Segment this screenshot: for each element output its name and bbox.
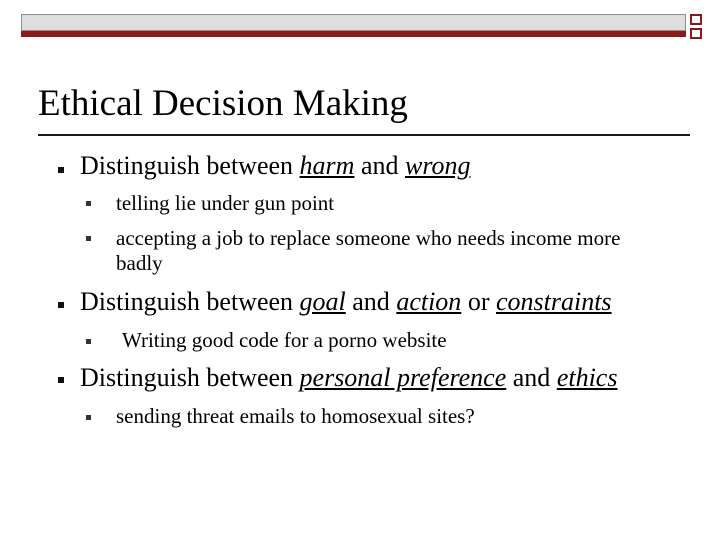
slide-title: Ethical Decision Making xyxy=(38,83,408,124)
sub-bullet-2-1: Writing good code for a porno website xyxy=(122,328,447,352)
sub-bullet-1-1: telling lie under gun point xyxy=(116,191,335,215)
bullet-2-prefix: Distinguish between xyxy=(80,287,300,316)
bullet-1-term-harm: harm xyxy=(299,151,355,180)
bullet-3-prefix: Distinguish between xyxy=(80,363,300,392)
bullet-3-joiner: and xyxy=(506,363,557,392)
sub-bullet-marker-3-1 xyxy=(86,415,91,420)
bullet-1-joiner: and xyxy=(354,151,405,180)
sub-bullet-marker-2-1 xyxy=(86,339,91,344)
bullet-marker-3 xyxy=(58,377,64,383)
header-bar-dark xyxy=(21,31,686,37)
sub-bullet-3-1: sending threat emails to homosexual sites? xyxy=(116,404,475,428)
header-bar xyxy=(21,14,686,38)
bullet-3 xyxy=(80,363,617,393)
sub-bullet-1-2: accepting a job to replace someone who needs income more badly xyxy=(116,226,621,275)
sub-bullet-marker-1-1 xyxy=(86,201,91,206)
corner-square-top xyxy=(690,14,702,25)
sub-bullet-marker-1-2 xyxy=(86,236,91,241)
title-underline xyxy=(38,134,690,136)
bullet-marker-1 xyxy=(58,167,64,173)
bullet-marker-2 xyxy=(58,302,64,308)
bullet-2-term-constraints: constraints xyxy=(495,287,612,316)
corner-square-bottom xyxy=(690,28,702,39)
bullet-1-term-wrong: wrong xyxy=(404,151,471,180)
bullet-3-term-ethics: ethics xyxy=(556,363,618,392)
bullet-2 xyxy=(80,287,612,317)
bullet-2-joiner-2: or xyxy=(461,287,496,316)
bullet-2-joiner: and xyxy=(345,287,397,316)
bullet-2-term-action: action xyxy=(396,287,462,316)
bullet-3-term-personal-preference: personal preference xyxy=(299,363,507,392)
bullet-2-term-goal: goal xyxy=(299,287,346,316)
bullet-1-prefix: Distinguish between xyxy=(80,151,300,180)
header-bar-light xyxy=(21,14,686,31)
bullet-1 xyxy=(80,151,470,181)
